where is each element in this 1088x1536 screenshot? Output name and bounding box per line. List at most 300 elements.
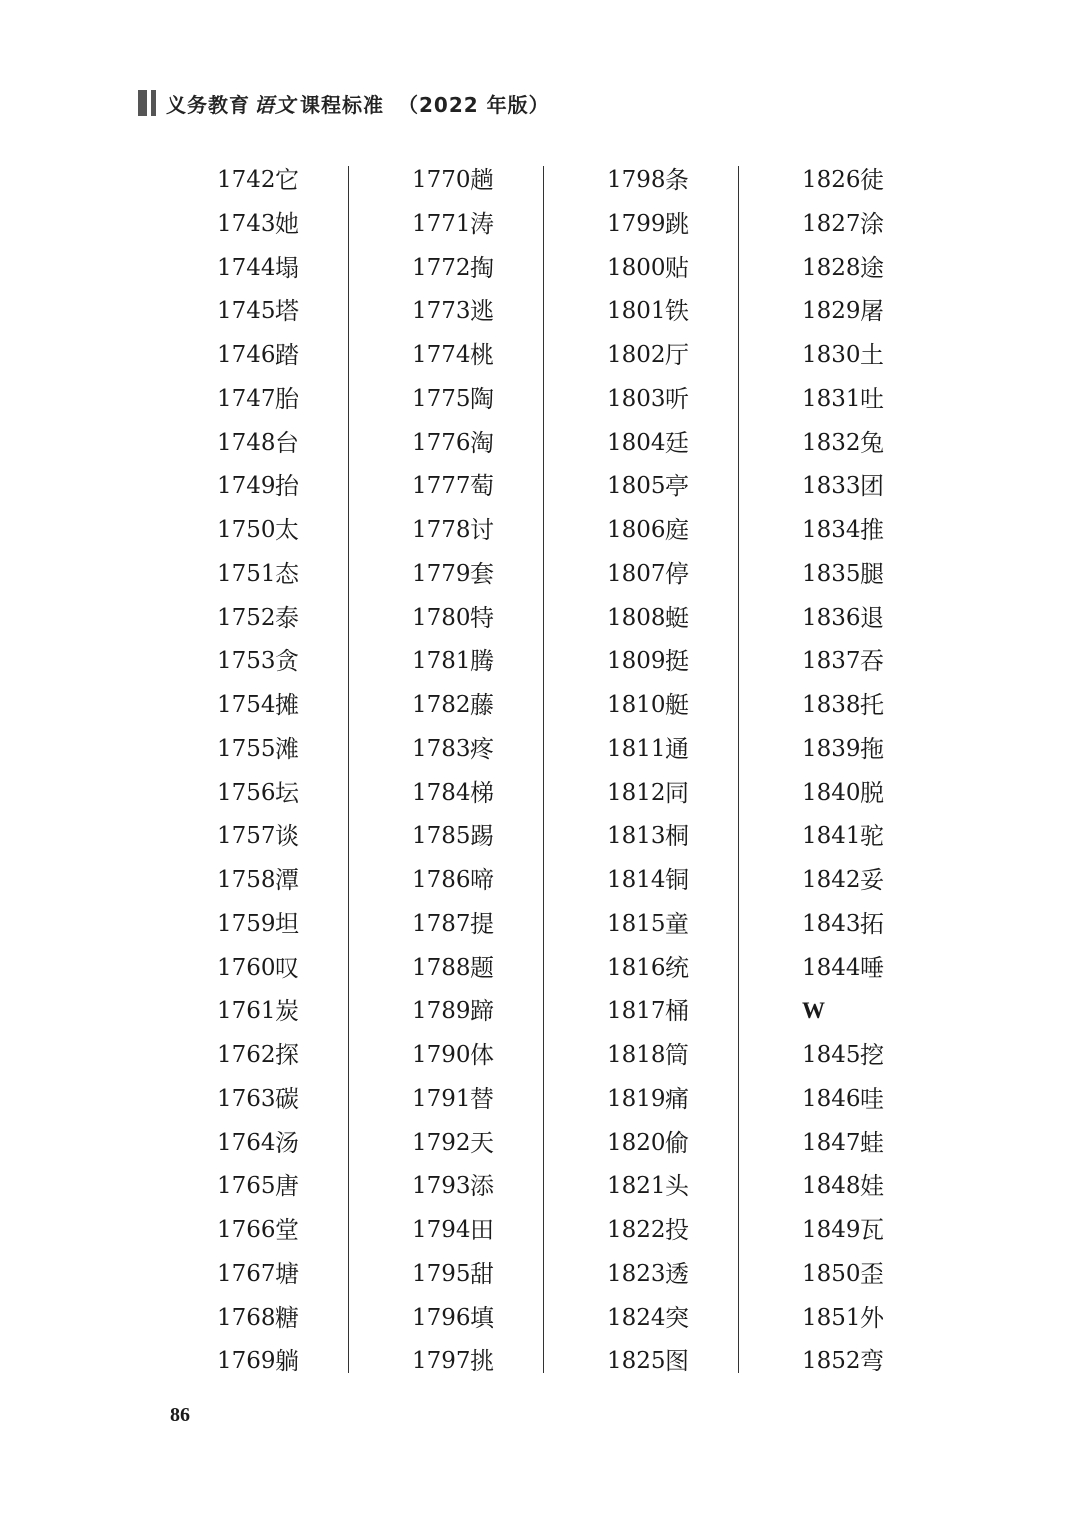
item-character: 特 [470, 603, 494, 632]
list-item [412, 639, 607, 683]
item-number: 1829 [802, 298, 861, 325]
item-number: 1805 [607, 473, 666, 500]
list-item [802, 464, 997, 508]
item-character: 疼 [470, 734, 494, 763]
item-number: 1777 [412, 473, 471, 500]
item-number: 1750 [217, 517, 276, 543]
header-bar-thick [138, 90, 147, 116]
list-item [412, 377, 607, 421]
list-item [412, 464, 607, 508]
list-item [412, 946, 607, 990]
item-character: 托 [860, 691, 884, 719]
item-number: 1764 [217, 1129, 276, 1156]
list-item [802, 946, 997, 990]
list-item [607, 596, 802, 640]
item-character: 碳 [275, 1084, 299, 1113]
item-character: 体 [470, 1041, 494, 1069]
item-character: 萄 [470, 472, 494, 501]
list-item [802, 727, 997, 771]
list-item [217, 289, 412, 333]
item-number: 1752 [217, 604, 276, 631]
item-character: 谈 [275, 822, 299, 851]
item-character: 庭 [665, 516, 689, 544]
item-character: 徒 [860, 166, 884, 194]
item-character: 挺 [665, 647, 689, 676]
item-number: 1834 [802, 517, 861, 543]
item-number: 1767 [217, 1260, 276, 1287]
list-item [217, 989, 412, 1033]
list-item [802, 1121, 997, 1165]
item-number: 1832 [802, 429, 861, 456]
list-item [802, 902, 997, 946]
item-number: 1749 [217, 473, 276, 500]
item-number: 1831 [802, 385, 861, 412]
item-character: 拓 [860, 909, 884, 938]
list-item [607, 464, 802, 508]
item-character: 退 [860, 603, 884, 632]
item-character: 台 [275, 428, 299, 457]
list-item [607, 1208, 802, 1252]
list-item [412, 814, 607, 858]
item-character: 腿 [860, 559, 884, 588]
item-number: 1794 [412, 1217, 471, 1243]
list-item [802, 158, 997, 202]
item-number: 1801 [607, 298, 666, 325]
item-number: 1835 [802, 560, 861, 587]
item-number: 1774 [412, 342, 471, 368]
item-number: 1768 [217, 1304, 276, 1331]
item-number: 1786 [412, 867, 471, 893]
list-item [217, 1252, 412, 1296]
item-character: 吐 [860, 384, 884, 413]
list-item [217, 1339, 412, 1383]
item-character: 叹 [275, 953, 299, 982]
list-item [217, 421, 412, 465]
item-character: 蛙 [860, 1128, 884, 1157]
column-divider-1 [348, 166, 349, 1373]
item-character: 逃 [470, 297, 494, 326]
list-item [412, 1296, 607, 1340]
item-character: 涂 [860, 209, 884, 238]
item-character: 哇 [860, 1084, 884, 1113]
item-character: 途 [860, 253, 884, 282]
item-character: 外 [860, 1303, 884, 1332]
item-character: 兔 [860, 428, 884, 457]
item-character: 弯 [860, 1347, 884, 1376]
item-number: 1775 [412, 385, 471, 412]
list-item [607, 289, 802, 333]
item-character: 亭 [665, 472, 689, 501]
header-book-title: 义务教育 [166, 92, 250, 117]
list-item [607, 1033, 802, 1077]
header-bar-marks [138, 90, 156, 116]
list-item [217, 1164, 412, 1208]
header-standard: 课程标准 [300, 92, 384, 117]
item-character: 她 [275, 209, 299, 238]
item-number: 1763 [217, 1085, 276, 1112]
item-character: 蹄 [470, 997, 494, 1026]
item-character: 塔 [275, 297, 299, 326]
item-number: 1851 [802, 1304, 861, 1331]
item-number: 1744 [217, 254, 276, 281]
item-number: 1817 [607, 998, 666, 1025]
item-character: 突 [665, 1303, 689, 1332]
item-number: 1760 [217, 954, 276, 981]
list-item [607, 202, 802, 246]
item-character: 廷 [665, 428, 689, 457]
list-item [607, 639, 802, 683]
item-number: 1850 [802, 1260, 861, 1287]
item-number: 1807 [607, 560, 666, 587]
list-item [217, 1121, 412, 1165]
list-item [802, 333, 997, 377]
list-item [217, 639, 412, 683]
page-number: 86 [170, 1404, 190, 1426]
list-item [802, 771, 997, 815]
item-number: 1811 [607, 735, 666, 762]
list-item [217, 902, 412, 946]
item-number: 1778 [412, 517, 471, 543]
list-item [412, 1121, 607, 1165]
item-number: 1808 [607, 604, 666, 631]
item-number: 1852 [802, 1348, 861, 1375]
item-character: 脱 [860, 778, 884, 807]
column-divider-2 [543, 166, 544, 1373]
item-character: 趟 [470, 166, 494, 194]
item-character: 拖 [860, 734, 884, 763]
list-item [412, 1252, 607, 1296]
item-character: 坛 [275, 778, 299, 807]
list-item [412, 1339, 607, 1383]
list-item [607, 902, 802, 946]
item-character: 坦 [275, 909, 299, 938]
list-item [412, 989, 607, 1033]
item-number: 1748 [217, 429, 276, 456]
item-number: 1769 [217, 1348, 276, 1375]
list-item [607, 858, 802, 902]
list-item [217, 946, 412, 990]
item-character: 潭 [275, 866, 299, 894]
item-number: 1785 [412, 823, 471, 850]
list-item [607, 771, 802, 815]
item-number: 1747 [217, 385, 276, 412]
item-character: 厅 [665, 341, 689, 369]
item-character: 妥 [860, 866, 884, 894]
list-item [412, 333, 607, 377]
list-item [217, 596, 412, 640]
item-character: 淘 [470, 428, 494, 457]
list-item [802, 552, 997, 596]
item-number: 1772 [412, 254, 471, 281]
item-character: 贪 [275, 647, 299, 676]
list-item [607, 1296, 802, 1340]
item-character: 偷 [665, 1128, 689, 1157]
item-number: 1761 [217, 998, 276, 1025]
list-item [607, 246, 802, 290]
list-item [217, 464, 412, 508]
item-number: 1771 [412, 210, 471, 237]
item-number: 1792 [412, 1129, 471, 1156]
section-letter-label: W [802, 998, 825, 1024]
list-item [217, 158, 412, 202]
list-item [412, 552, 607, 596]
item-number: 1845 [802, 1042, 861, 1068]
item-character: 娃 [860, 1172, 884, 1201]
item-character: 汤 [275, 1128, 299, 1157]
item-number: 1791 [412, 1085, 471, 1112]
list-item [412, 421, 607, 465]
list-item [217, 333, 412, 377]
item-character: 唐 [275, 1172, 299, 1201]
item-number: 1828 [802, 254, 861, 281]
item-number: 1770 [412, 167, 471, 193]
list-item [217, 377, 412, 421]
item-character: 铁 [665, 297, 689, 326]
list-item [607, 377, 802, 421]
item-number: 1815 [607, 910, 666, 937]
list-item [802, 858, 997, 902]
item-character: 涛 [470, 209, 494, 238]
list-item [607, 333, 802, 377]
item-number: 1813 [607, 823, 666, 850]
item-number: 1795 [412, 1260, 471, 1287]
item-character: 泰 [275, 603, 299, 632]
item-character: 挑 [470, 1347, 494, 1376]
item-character: 陶 [470, 384, 494, 413]
item-number: 1755 [217, 735, 276, 762]
item-character: 停 [665, 559, 689, 588]
item-character: 塌 [275, 253, 299, 282]
item-number: 1841 [802, 823, 861, 850]
list-item [412, 683, 607, 727]
list-item [607, 683, 802, 727]
section-letter [802, 989, 997, 1033]
item-number: 1820 [607, 1129, 666, 1156]
list-item [217, 1296, 412, 1340]
item-character: 态 [275, 559, 299, 588]
list-item [802, 1033, 997, 1077]
list-item [802, 421, 997, 465]
item-number: 1819 [607, 1085, 666, 1112]
item-number: 1837 [802, 648, 861, 675]
item-number: 1754 [217, 692, 276, 718]
item-character: 统 [665, 953, 689, 982]
item-character: 通 [665, 734, 689, 763]
item-number: 1776 [412, 429, 471, 456]
header-bar-thin [151, 90, 156, 116]
item-number: 1781 [412, 648, 471, 675]
item-character: 图 [665, 1347, 689, 1376]
list-item [412, 858, 607, 902]
item-character: 筒 [665, 1041, 689, 1069]
item-character: 土 [860, 341, 884, 369]
item-number: 1846 [802, 1085, 861, 1112]
list-item [217, 1208, 412, 1252]
item-number: 1836 [802, 604, 861, 631]
item-character: 田 [470, 1216, 494, 1244]
list-item [412, 771, 607, 815]
list-item [607, 1339, 802, 1383]
list-column-1 [217, 158, 412, 1376]
list-item [412, 289, 607, 333]
item-character: 童 [665, 909, 689, 938]
character-list [150, 158, 935, 1376]
item-character: 桃 [470, 341, 494, 369]
list-item [607, 814, 802, 858]
item-number: 1803 [607, 385, 666, 412]
item-character: 听 [665, 384, 689, 413]
list-item [217, 727, 412, 771]
item-number: 1821 [607, 1173, 666, 1200]
list-item [802, 639, 997, 683]
item-character: 条 [665, 166, 689, 194]
item-character: 抬 [275, 472, 299, 501]
list-column-3 [607, 158, 802, 1376]
list-column-4 [802, 158, 997, 1376]
item-number: 1840 [802, 779, 861, 806]
item-character: 透 [665, 1259, 689, 1288]
item-number: 1800 [607, 254, 666, 281]
item-character: 添 [470, 1172, 494, 1201]
item-character: 滩 [275, 734, 299, 763]
item-number: 1751 [217, 560, 276, 587]
item-number: 1824 [607, 1304, 666, 1331]
item-character: 吞 [860, 647, 884, 676]
item-number: 1789 [412, 998, 471, 1025]
column-divider-3 [738, 166, 739, 1373]
item-number: 1806 [607, 517, 666, 543]
item-number: 1779 [412, 560, 471, 587]
item-number: 1849 [802, 1217, 861, 1243]
item-character: 探 [275, 1041, 299, 1069]
list-item [802, 1164, 997, 1208]
item-character: 天 [470, 1128, 494, 1157]
item-character: 胎 [275, 384, 299, 413]
list-item [412, 902, 607, 946]
item-number: 1746 [217, 342, 276, 368]
list-item [412, 727, 607, 771]
item-number: 1766 [217, 1217, 276, 1243]
list-item [412, 508, 607, 552]
item-number: 1816 [607, 954, 666, 981]
list-item [607, 1121, 802, 1165]
list-item [412, 596, 607, 640]
item-character: 唾 [860, 953, 884, 982]
item-character: 啼 [470, 866, 494, 894]
list-item [412, 202, 607, 246]
item-character: 摊 [275, 691, 299, 719]
item-number: 1848 [802, 1173, 861, 1200]
list-item [802, 508, 997, 552]
item-character: 歪 [860, 1259, 884, 1288]
item-character: 贴 [665, 253, 689, 282]
item-character: 挖 [860, 1041, 884, 1069]
item-number: 1765 [217, 1173, 276, 1200]
item-number: 1839 [802, 735, 861, 762]
item-number: 1788 [412, 954, 471, 981]
item-character: 甜 [470, 1259, 494, 1288]
item-number: 1823 [607, 1260, 666, 1287]
item-number: 1793 [412, 1173, 471, 1200]
item-number: 1790 [412, 1042, 471, 1068]
list-item [607, 508, 802, 552]
list-item [802, 1296, 997, 1340]
list-item [217, 771, 412, 815]
item-number: 1742 [217, 167, 276, 193]
list-item [802, 202, 997, 246]
item-number: 1812 [607, 779, 666, 806]
item-character: 躺 [275, 1347, 299, 1376]
list-item [217, 202, 412, 246]
item-character: 题 [470, 953, 494, 982]
item-character: 推 [860, 516, 884, 544]
item-character: 驼 [860, 822, 884, 851]
item-character: 太 [275, 516, 299, 544]
list-item [217, 1033, 412, 1077]
item-number: 1762 [217, 1042, 276, 1068]
item-number: 1843 [802, 910, 861, 937]
header-title [166, 89, 550, 118]
list-item [802, 1208, 997, 1252]
item-number: 1783 [412, 735, 471, 762]
item-number: 1825 [607, 1348, 666, 1375]
item-character: 桐 [665, 822, 689, 851]
list-item [607, 158, 802, 202]
item-character: 蜓 [665, 603, 689, 632]
item-number: 1796 [412, 1304, 471, 1331]
item-character: 投 [665, 1216, 689, 1244]
header-subject: 语文 [254, 92, 296, 117]
item-number: 1758 [217, 867, 276, 893]
item-character: 踏 [275, 341, 299, 369]
item-number: 1838 [802, 692, 861, 718]
item-number: 1827 [802, 210, 861, 237]
item-character: 跳 [665, 209, 689, 238]
list-item [607, 1252, 802, 1296]
item-number: 1802 [607, 342, 666, 368]
item-number: 1809 [607, 648, 666, 675]
list-item [217, 683, 412, 727]
item-number: 1844 [802, 954, 861, 981]
item-character: 踢 [470, 822, 494, 851]
list-column-2 [412, 158, 607, 1376]
running-header [138, 88, 550, 118]
header-edition: （2022 年版） [398, 92, 550, 117]
list-item [802, 1252, 997, 1296]
item-character: 团 [860, 472, 884, 501]
item-character: 屠 [860, 297, 884, 326]
item-number: 1810 [607, 692, 666, 718]
list-item [412, 1164, 607, 1208]
list-item [412, 1033, 607, 1077]
item-number: 1745 [217, 298, 276, 325]
item-number: 1814 [607, 867, 666, 893]
list-item [412, 1077, 607, 1121]
list-item [802, 289, 997, 333]
list-item [412, 1208, 607, 1252]
item-character: 藤 [470, 691, 494, 719]
list-item [802, 1339, 997, 1383]
item-character: 同 [665, 778, 689, 807]
item-number: 1830 [802, 342, 861, 368]
list-item [607, 989, 802, 1033]
item-character: 提 [470, 909, 494, 938]
item-number: 1797 [412, 1348, 471, 1375]
item-number: 1756 [217, 779, 276, 806]
item-number: 1818 [607, 1042, 666, 1068]
item-character: 糖 [275, 1303, 299, 1332]
list-item [607, 552, 802, 596]
